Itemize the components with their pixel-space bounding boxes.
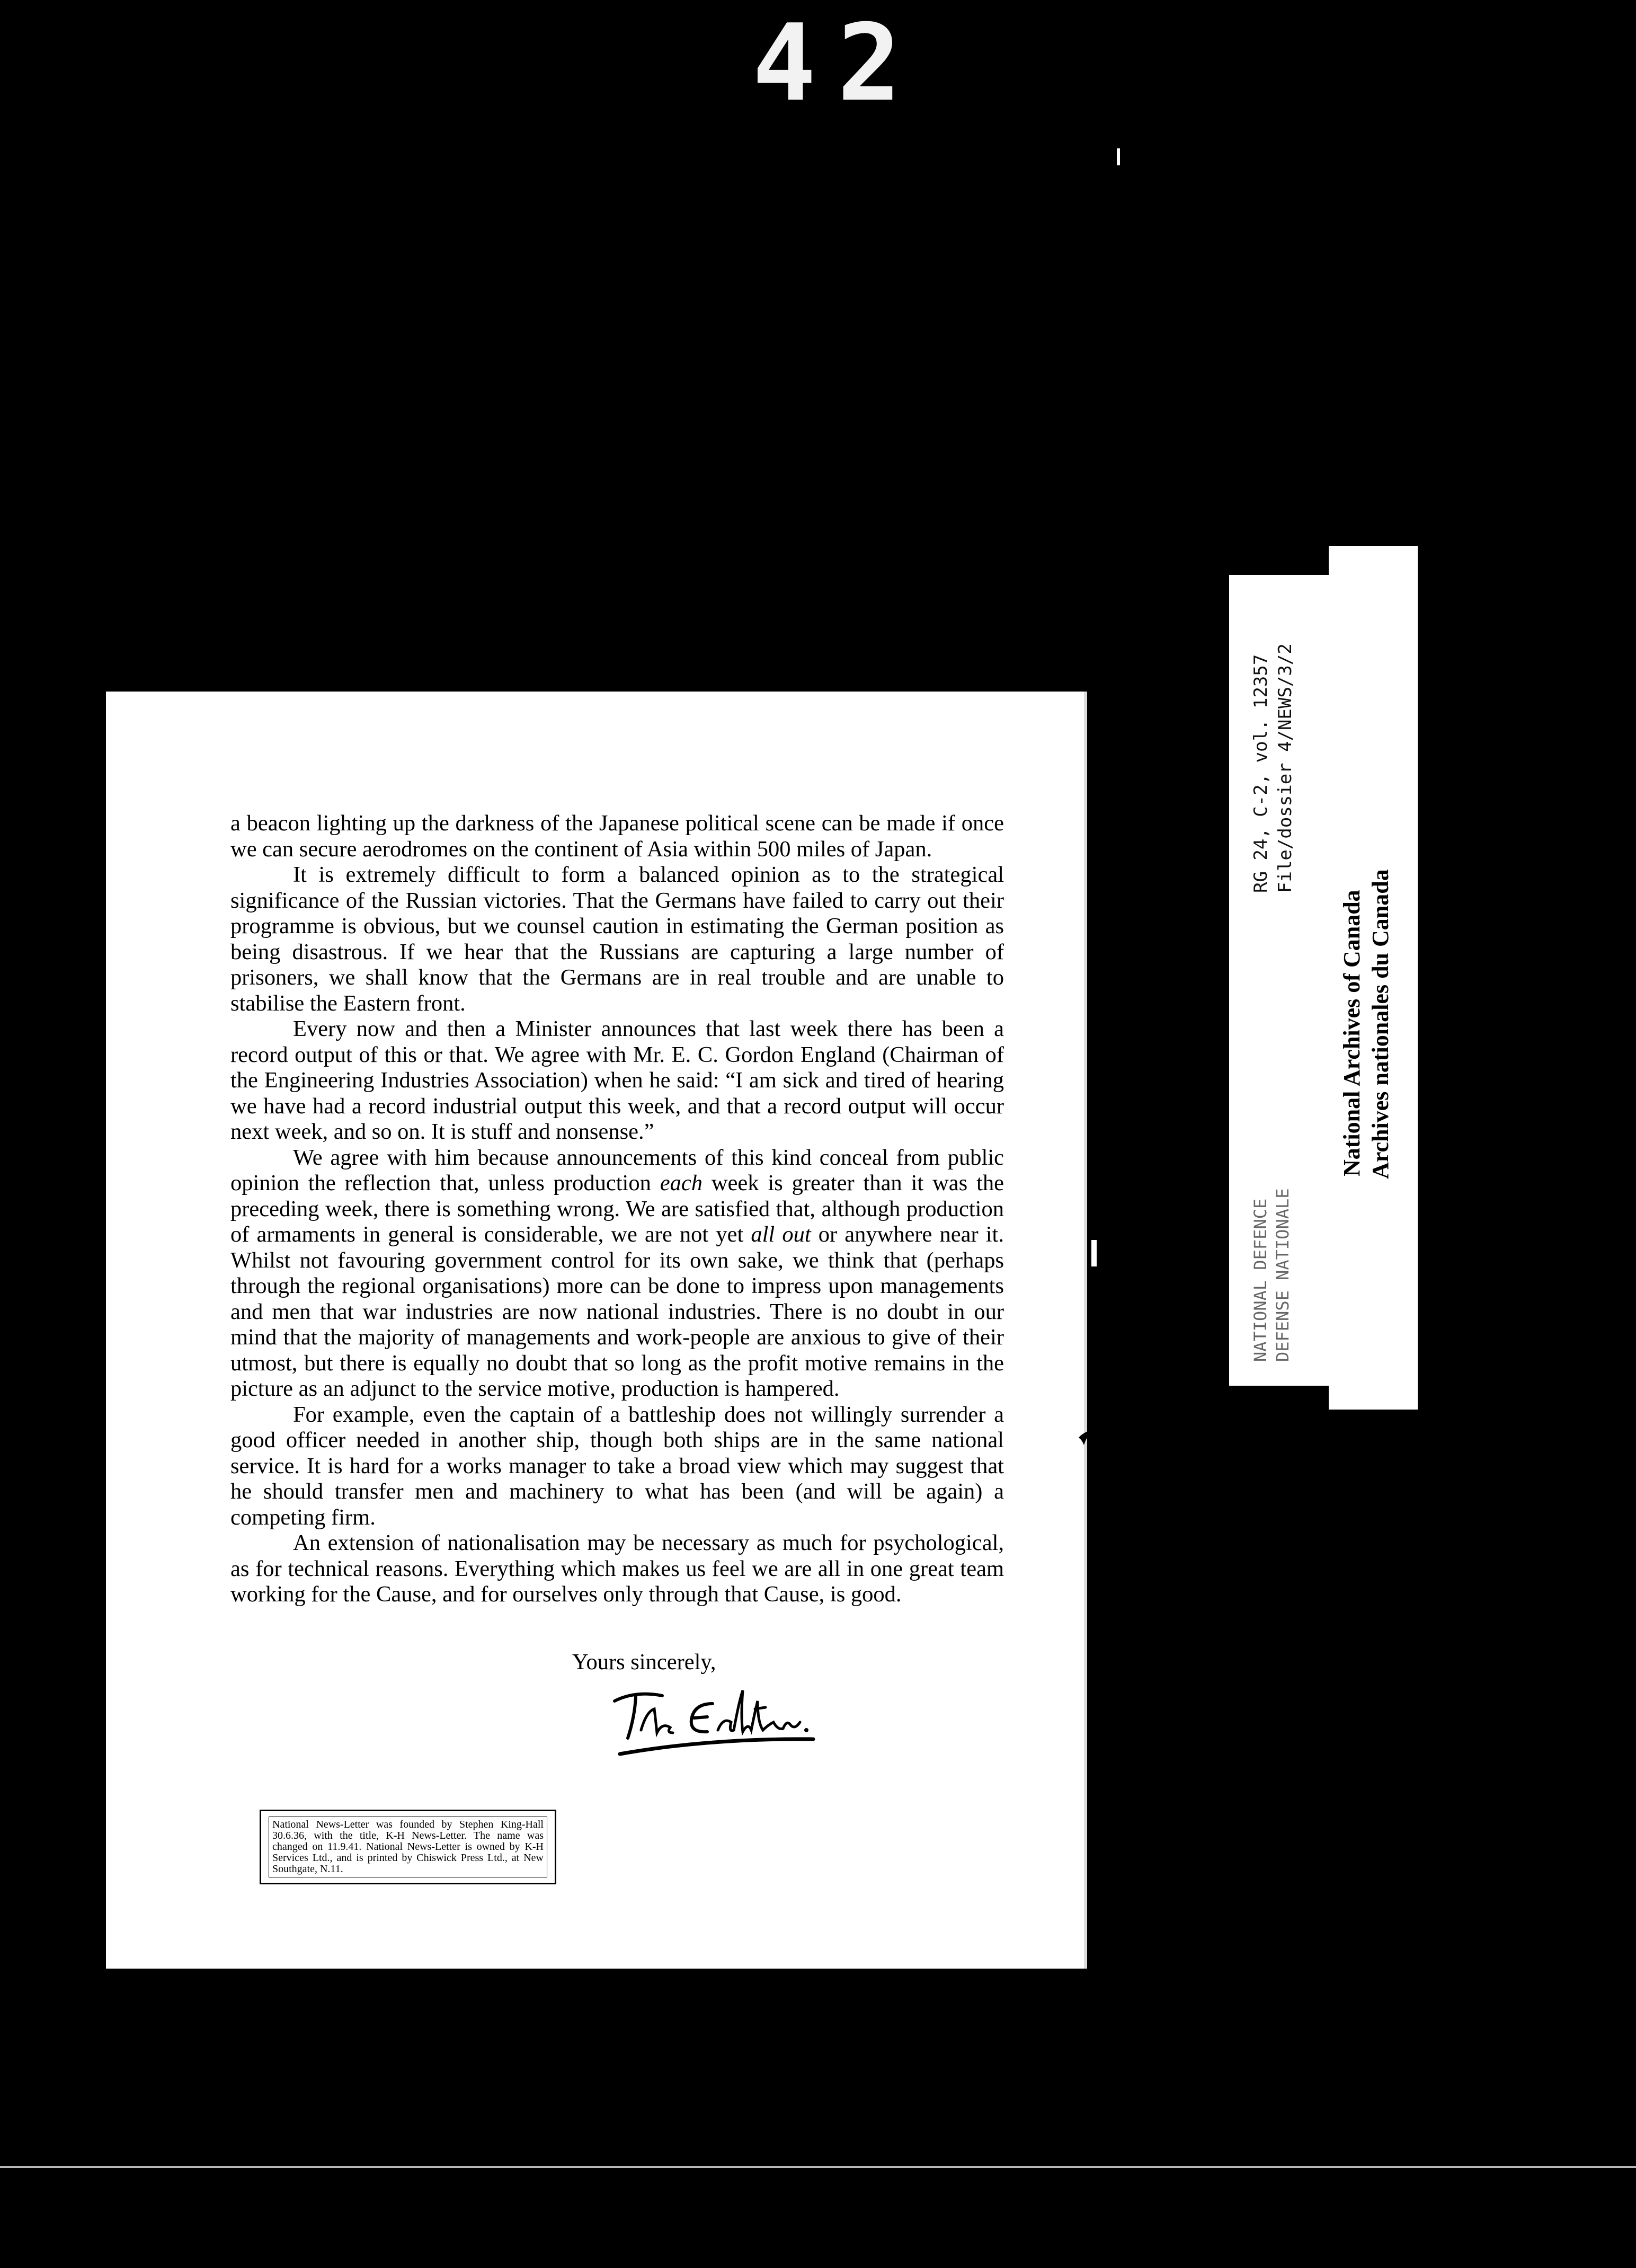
- national-archives-stamp: [1329, 546, 1418, 1410]
- letter-paragraph: An extension of nationalisation may be necessary as much for psychological, as for technical reasons. Everything which makes us feel we are all in one great team working for the Cause, and for ourselves only through that Cause, is good.: [230, 1530, 1004, 1607]
- file-dossier-reference: File/dossier 4/NEWS/3/2: [1275, 643, 1296, 893]
- letter-paragraph: We agree with him because announcements of this kind conceal from public opinion the reflection that, unless production each week is greater than it was the preceding week, there is something wrong. We are satisfied that, although production of armaments in general is considerable, we are not yet all out or anywhere near it. Whilst not favouring government control for its own sake, we think that (perhaps through the regional organisations) more can be done to impress upon managements and men that war industries are now national industries. There is no doubt in our mind that the majority of managements and work-people are anxious to give of their utmost, but there is equally no doubt that so long as the profit motive remains in the picture as an adjunct to the service motive, production is hampered.: [230, 1145, 1004, 1401]
- letter-paragraph: a beacon lighting up the darkness of the Japanese political scene can be made if once we can secure aerodromes on the continent of Asia within 500 miles of Japan.: [230, 811, 1004, 862]
- closing-salutation: Yours sincerely,: [572, 1650, 716, 1675]
- microfilm-frame-number: 42: [752, 2, 922, 125]
- film-edge-line: [0, 2166, 1636, 2168]
- archive-reference-stamp: [1229, 575, 1334, 1386]
- letter-paragraph: Every now and then a Minister announces that last week there has been a record output of this or that. We agree with Mr. E. C. Gordon England (Chairman of the Engineering Industries Association) when he said: “I am sick and tired of hearing we have had a record industrial output this week, and that a record output will occur next week, and so on. It is stuff and nonsense.”: [230, 1016, 1004, 1144]
- film-edge-mark: [1091, 1240, 1097, 1266]
- letter-paragraph: For example, even the captain of a battleship does not willingly surrender a good officer needed in another ship, though both ships are in the same national service. It is hard for a works manager to take a broad view which may suggest that he should transfer men and machinery to what has been (and will be again) a competing firm.: [230, 1402, 1004, 1530]
- archives-name-english: National Archives of Canada: [1339, 890, 1365, 1176]
- archives-name-french: Archives nationales du Canada: [1367, 869, 1393, 1179]
- national-defence-label: NATIONAL DEFENCE: [1250, 1198, 1270, 1362]
- editor-signature: [604, 1680, 826, 1759]
- colophon-text: National News-Letter was founded by Stephen King-Hall 30.6.36, with the title, K-H News-Letter. The name was changed on 11.9.41. National News-Letter is owned by K-H Services Ltd., and is printed by Chiswick Press Ltd., at New Southgate, N.11.: [269, 1817, 547, 1877]
- film-edge-mark: [1117, 148, 1120, 165]
- scanned-letter-page: [106, 692, 1087, 1969]
- defense-nationale-label: DEFENSE NATIONALE: [1273, 1188, 1293, 1362]
- publication-colophon: [260, 1810, 556, 1884]
- record-group-reference: RG 24, C-2, vol. 12357: [1250, 654, 1272, 893]
- letter-body: [230, 811, 1004, 1608]
- letter-paragraph: It is extremely difficult to form a balanced opinion as to the strategical significance of the Russian victories. That the Germans have failed to carry out their programme is obvious, but we counsel caution in estimating the German position as being disastrous. If we hear that the Russians are capturing a large number of prisoners, we shall know that the Germans are in real trouble and are unable to stabilise the Eastern front.: [230, 862, 1004, 1016]
- check-mark-icon: [1077, 1427, 1098, 1446]
